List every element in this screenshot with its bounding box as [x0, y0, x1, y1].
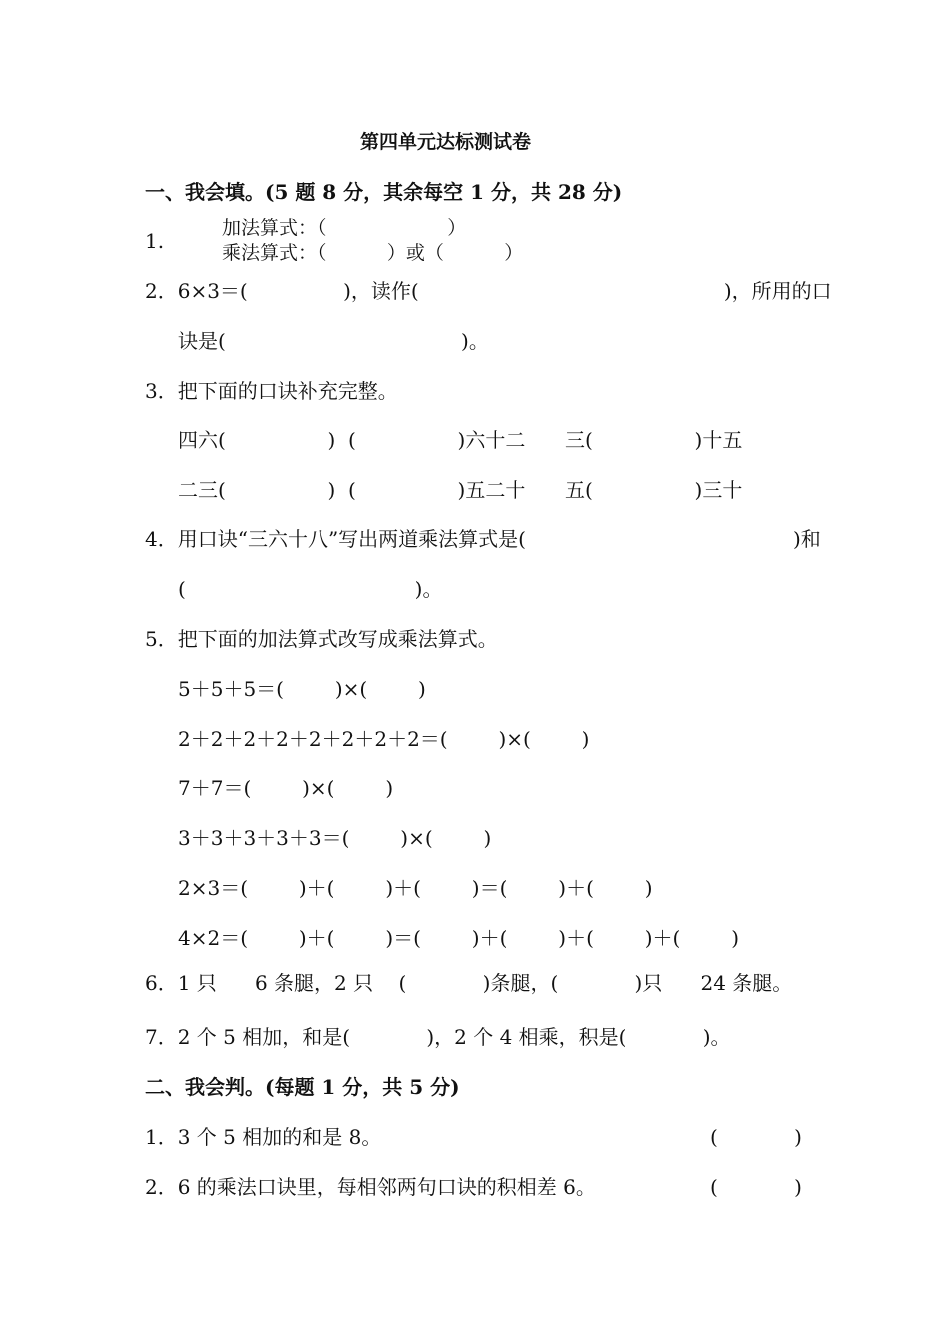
q2-line2: 诀是( )。: [178, 329, 489, 353]
q7-line: 7．2 个 5 相加，和是( )，2 个 4 相乘，积是( )。: [145, 1025, 731, 1049]
section2-heading: 二、我会判。(每题 1 分，共 5 分): [145, 1075, 460, 1099]
q1-number: 1.: [145, 229, 165, 253]
q1-addition-line: 加法算式：（ ）: [222, 217, 467, 239]
q3-row2-cell2: ( )五二十: [348, 478, 526, 502]
judge-item-text: 2．6 的乘法口诀里，每相邻两句口诀的积相差 6。: [145, 1175, 596, 1199]
q5-item: 7＋7＝( )×( ): [178, 776, 394, 800]
q2-line1: 2．6×3＝( )，读作( )，所用的口: [145, 279, 832, 303]
q3-row1-cell1: 四六( ): [178, 428, 336, 452]
q6-line: 6．1 只 6 条腿，2 只 ( )条腿，( )只 24 条腿。: [145, 971, 793, 995]
judge-item-bracket: ( ): [710, 1125, 802, 1149]
q3-row2-cell1: 二三( ): [178, 478, 336, 502]
q3-prompt: 3．把下面的口诀补充完整。: [145, 379, 398, 403]
q5-item: 5＋5＋5＝( )×( ): [178, 677, 426, 701]
judge-item-bracket: ( ): [710, 1175, 802, 1199]
q1-multiplication-line: 乘法算式：（ ）或（ ）: [222, 242, 524, 264]
q4-line1: 4．用口诀“三六十八”写出两道乘法算式是( )和: [145, 527, 821, 551]
q3-row1-cell2: ( )六十二: [348, 428, 526, 452]
q3-row1-cell3: 三( )十五: [565, 428, 743, 452]
q5-item: 3＋3＋3＋3＋3＝( )×( ): [178, 826, 492, 850]
page-title: 第四单元达标测试卷: [360, 131, 532, 153]
judge-item-text: 1．3 个 5 相加的和是 8。: [145, 1125, 382, 1149]
q5-item: 2＋2＋2＋2＋2＋2＋2＋2＝( )×( ): [178, 727, 590, 751]
q5-item: 4×2＝( )＋( )＝( )＋( )＋( )＋( ): [178, 926, 739, 950]
section1-heading: 一、我会填。(5 题 8 分，其余每空 1 分，共 28 分): [145, 180, 623, 204]
q5-item: 2×3＝( )＋( )＋( )＝( )＋( ): [178, 876, 653, 900]
q3-row2-cell3: 五( )三十: [565, 478, 743, 502]
q4-line2: ( )。: [178, 577, 443, 601]
q5-prompt: 5．把下面的加法算式改写成乘法算式。: [145, 627, 498, 651]
